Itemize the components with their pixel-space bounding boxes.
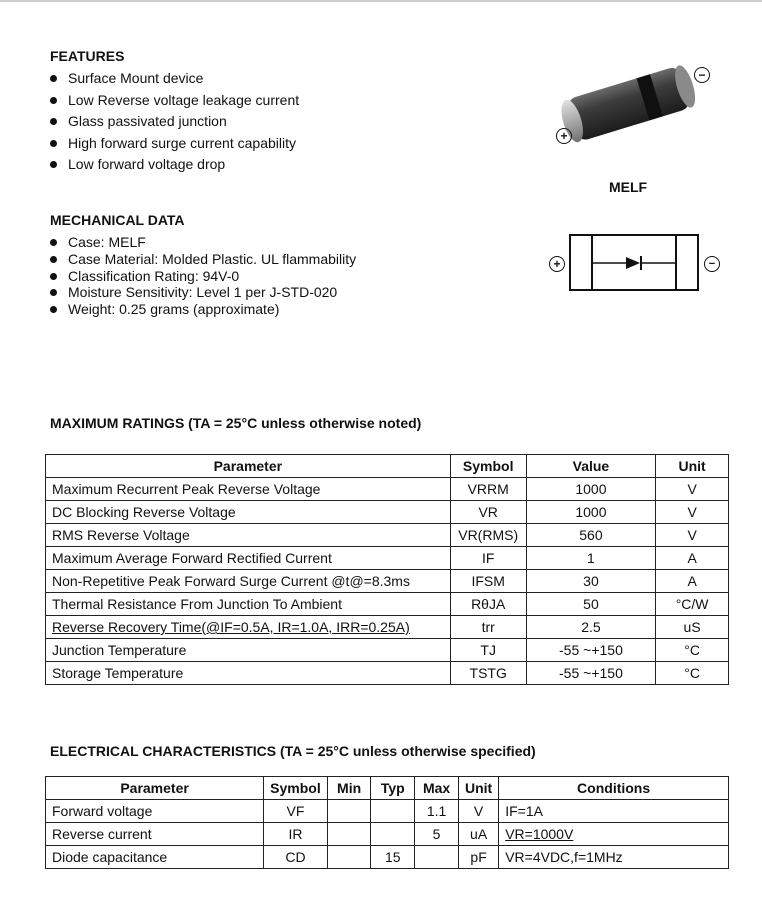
typ-cell [371, 800, 415, 823]
symbol-cell: trr [450, 616, 526, 639]
symbol-cell: IF [450, 547, 526, 570]
list-item: Case Material: Molded Plastic. UL flammability [50, 252, 356, 266]
parameter-cell: Maximum Average Forward Rectified Current [46, 547, 451, 570]
list-item: Low forward voltage drop [50, 157, 225, 171]
mechanical-title: MECHANICAL DATA [50, 212, 185, 228]
unit-cell: uS [656, 616, 729, 639]
electrical-title: ELECTRICAL CHARACTERISTICS (TA = 25°C unless otherwise specified) [50, 743, 536, 759]
unit-cell: V [656, 478, 729, 501]
parameter-cell: Thermal Resistance From Junction To Ambient [46, 593, 451, 616]
conditions-cell: IF=1A [499, 800, 729, 823]
table-row [46, 478, 729, 501]
max-cell [415, 846, 459, 869]
value-cell: 30 [526, 570, 656, 593]
max-ratings-table [45, 454, 729, 685]
column-header: Parameter [46, 777, 264, 800]
min-cell [327, 846, 371, 869]
column-header: Unit [458, 777, 498, 800]
column-header: Conditions [499, 777, 729, 800]
column-header: Symbol [264, 777, 328, 800]
symbol-cell: VRRM [450, 478, 526, 501]
list-item: High forward surge current capability [50, 136, 296, 150]
symbol-cell: CD [264, 846, 328, 869]
table-header-row [46, 777, 729, 800]
table-row [46, 547, 729, 570]
top-divider [0, 0, 762, 2]
cathode-minus-icon: − [694, 67, 710, 83]
bullet-icon [50, 140, 57, 147]
bullet-icon [50, 75, 57, 82]
table-row [46, 800, 729, 823]
conditions-cell: VR=4VDC,f=1MHz [499, 846, 729, 869]
parameter-cell: Reverse current [46, 823, 264, 846]
bullet-icon [50, 97, 57, 104]
table-row [46, 823, 729, 846]
symbol-cell: RθJA [450, 593, 526, 616]
parameter-cell: Storage Temperature [46, 662, 451, 685]
table-row [46, 639, 729, 662]
features-title: FEATURES [50, 48, 125, 64]
unit-cell: °C [656, 639, 729, 662]
parameter-cell: RMS Reverse Voltage [46, 524, 451, 547]
column-header: Typ [371, 777, 415, 800]
list-item: Surface Mount device [50, 71, 203, 85]
parameter-cell: Forward voltage [46, 800, 264, 823]
symbol-cell: VR [450, 501, 526, 524]
bullet-icon [50, 289, 57, 296]
list-item: Glass passivated junction [50, 114, 227, 128]
unit-cell: V [656, 524, 729, 547]
table-row [46, 662, 729, 685]
typ-cell [371, 823, 415, 846]
list-item: Case: MELF [50, 235, 146, 249]
package-label: MELF [609, 179, 648, 195]
melf-package-image [548, 50, 718, 160]
parameter-cell: Diode capacitance [46, 846, 264, 869]
cathode-minus-icon: − [704, 256, 720, 272]
min-cell [327, 800, 371, 823]
unit-cell: uA [458, 823, 498, 846]
table-row [46, 570, 729, 593]
list-item: Classification Rating: 94V-0 [50, 269, 239, 283]
symbol-cell: VF [264, 800, 328, 823]
symbol-cell: TJ [450, 639, 526, 662]
unit-cell: °C/W [656, 593, 729, 616]
parameter-cell: Reverse Recovery Time(@IF=0.5A, IR=1.0A, IRR=0.25A) [46, 616, 451, 639]
value-cell: -55 ~+150 [526, 662, 656, 685]
table-row [46, 501, 729, 524]
list-item: Moisture Sensitivity: Level 1 per J-STD-020 [50, 285, 337, 299]
value-cell: 2.5 [526, 616, 656, 639]
column-header: Value [526, 455, 656, 478]
bullet-icon [50, 118, 57, 125]
list-item: Low Reverse voltage leakage current [50, 93, 299, 107]
bullet-icon [50, 306, 57, 313]
table-row [46, 524, 729, 547]
parameter-cell: DC Blocking Reverse Voltage [46, 501, 451, 524]
parameter-cell: Junction Temperature [46, 639, 451, 662]
bullet-icon [50, 161, 57, 168]
value-cell: 50 [526, 593, 656, 616]
anode-plus-icon: + [549, 256, 565, 272]
symbol-cell: IR [264, 823, 328, 846]
symbol-cell: TSTG [450, 662, 526, 685]
anode-plus-icon: + [556, 128, 572, 144]
value-cell: 1000 [526, 501, 656, 524]
bullet-icon [50, 256, 57, 263]
table-row [46, 846, 729, 869]
unit-cell: A [656, 547, 729, 570]
unit-cell: A [656, 570, 729, 593]
column-header: Symbol [450, 455, 526, 478]
table-row [46, 593, 729, 616]
max-ratings-title: MAXIMUM RATINGS (TA = 25°C unless otherwise noted) [50, 415, 422, 431]
value-cell: -55 ~+150 [526, 639, 656, 662]
value-cell: 560 [526, 524, 656, 547]
list-item: Weight: 0.25 grams (approximate) [50, 302, 279, 316]
bullet-icon [50, 239, 57, 246]
value-cell: 1 [526, 547, 656, 570]
column-header: Unit [656, 455, 729, 478]
bullet-icon [50, 273, 57, 280]
unit-cell: V [458, 800, 498, 823]
parameter-cell: Maximum Recurrent Peak Reverse Voltage [46, 478, 451, 501]
symbol-cell: IFSM [450, 570, 526, 593]
diode-outline-diagram [568, 233, 700, 293]
typ-cell: 15 [371, 846, 415, 869]
unit-cell: V [656, 501, 729, 524]
parameter-cell: Non-Repetitive Peak Forward Surge Current @t@=8.3ms [46, 570, 451, 593]
max-cell: 1.1 [415, 800, 459, 823]
unit-cell: pF [458, 846, 498, 869]
symbol-cell: VR(RMS) [450, 524, 526, 547]
value-cell: 1000 [526, 478, 656, 501]
column-header: Parameter [46, 455, 451, 478]
max-cell: 5 [415, 823, 459, 846]
table-row [46, 616, 729, 639]
conditions-cell: VR=1000V [499, 823, 729, 846]
column-header: Min [327, 777, 371, 800]
column-header: Max [415, 777, 459, 800]
unit-cell: °C [656, 662, 729, 685]
min-cell [327, 823, 371, 846]
electrical-table [45, 776, 729, 869]
table-header-row [46, 455, 729, 478]
